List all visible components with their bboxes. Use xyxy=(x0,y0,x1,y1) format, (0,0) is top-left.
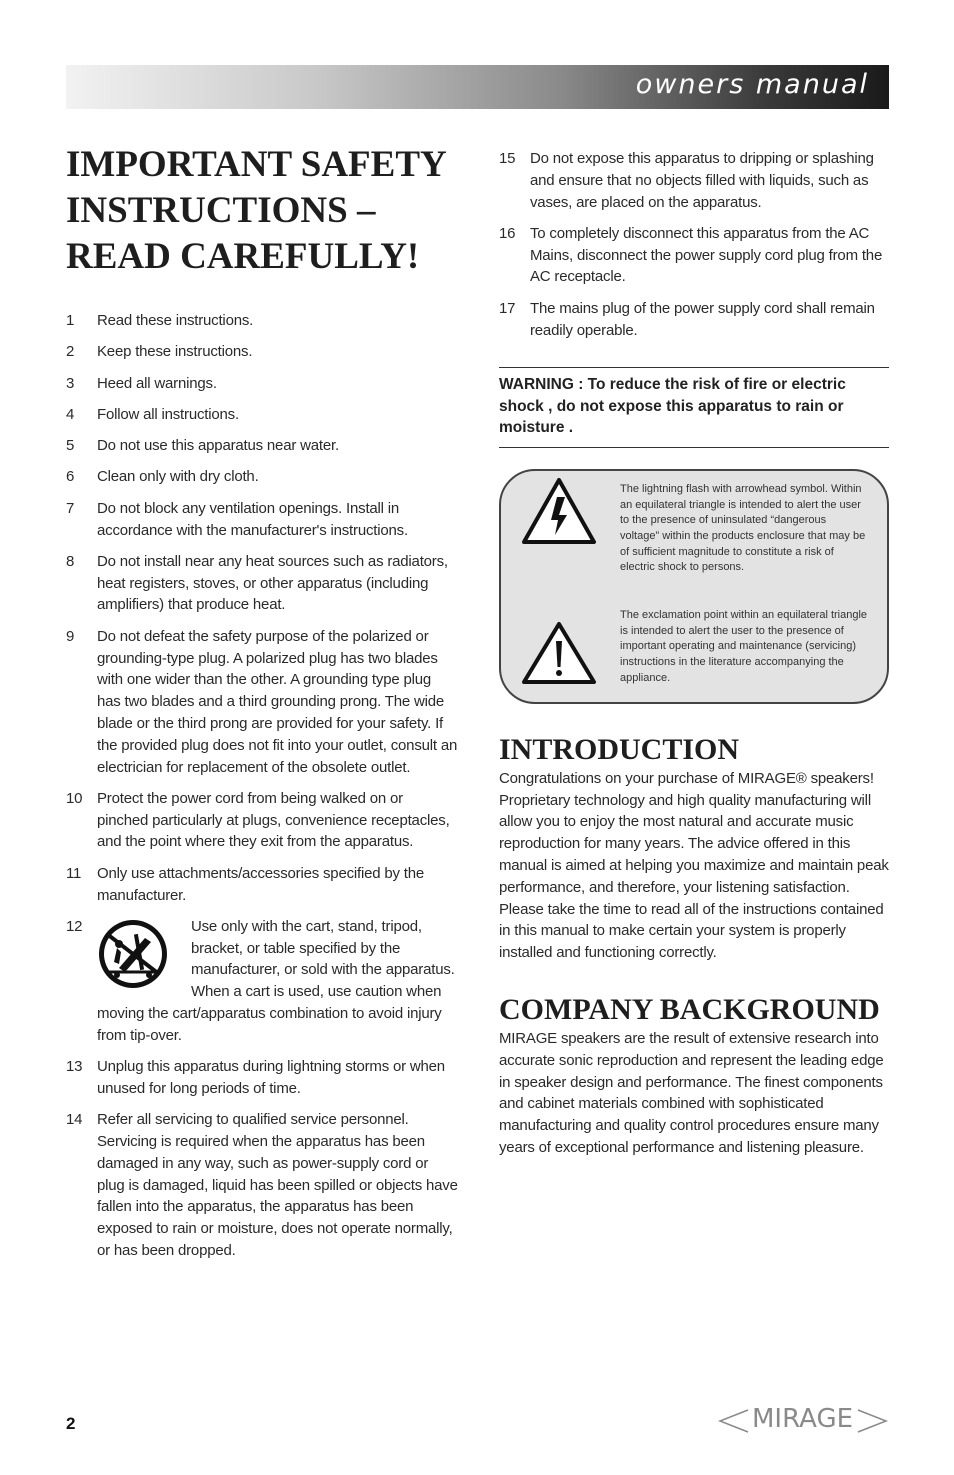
list-item xyxy=(499,298,889,342)
item-text-with-icon xyxy=(97,916,458,1047)
list-item xyxy=(66,341,458,363)
item-text: Keep these instructions. xyxy=(97,343,253,361)
list-item xyxy=(66,498,458,542)
cart-warning-icon xyxy=(97,918,175,990)
item-text: Do not install near any heat sources such as radiators, heat registers, stoves, or other apparatus (including amplifiers) that produce heat. xyxy=(97,552,448,614)
item-text: Protect the power cord from being walked on or pinched particularly at plugs, convenience receptacles, and the point where they exit from the apparatus. xyxy=(97,789,450,851)
page-title: IMPORTANT SAFETY INSTRUCTIONS – READ CAREFULLY! xyxy=(66,144,446,277)
item-number: 7 xyxy=(66,499,75,517)
item-text: Do not defeat the safety purpose of the polarized or grounding-type plug. A polarized plug has two blades with one wider than the other. A grounding type plug has two blades and a third grounding prong. The wide blade or the third prong are provided for your safety. If the provided plug does not fit into your outlet, consult an electrician for replacement of the obsolete outlet. xyxy=(97,627,458,776)
item-text: Unplug this apparatus during lightning storms or when unused for long periods of time. xyxy=(97,1058,445,1097)
item-number: 15 xyxy=(499,150,516,167)
page-number: 2 xyxy=(66,1414,76,1433)
item-text: The mains plug of the power supply cord shall remain readily operable. xyxy=(530,299,875,339)
list-item xyxy=(499,223,889,288)
list-item xyxy=(66,916,458,1047)
item-text: Do not use this apparatus near water. xyxy=(97,437,339,455)
list-item xyxy=(66,1056,458,1100)
mirage-logo xyxy=(716,1404,890,1438)
lightning-triangle-icon xyxy=(521,477,597,545)
company-background-body: MIRAGE speakers are the result of extensive research into accurate sonic reproduction and represent the leading edge in speaker design and performance. The finest components and cabinet materials combined with sophisticated manufacturing and quality control procedures ensure many years of exceptional performance and listening pleasure. xyxy=(499,1030,884,1157)
item-number: 2 xyxy=(66,343,75,361)
item-text: Only use attachments/accessories specified by the manufacturer. xyxy=(97,864,425,904)
item-number: 13 xyxy=(66,1058,83,1076)
item-number: 10 xyxy=(66,789,83,807)
header-title: owners manual xyxy=(635,69,869,100)
list-item xyxy=(66,1109,458,1262)
item-number: 14 xyxy=(66,1111,83,1129)
item-text: Clean only with dry cloth. xyxy=(97,468,259,486)
item-text: Use only with the cart, stand, tripod, bracket, or table specified by the manufacturer, or sold with the apparatus. When a cart is used, use caution when moving the cart/apparatus combination to avoid injury from tip-over. xyxy=(97,917,455,1044)
list-item xyxy=(66,466,458,488)
item-number: 6 xyxy=(66,468,75,486)
item-text: Read these instructions. xyxy=(97,312,254,329)
item-number: 4 xyxy=(66,405,75,423)
introduction-heading: INTRODUCTION xyxy=(499,732,740,766)
item-number: 3 xyxy=(66,374,75,392)
safety-symbols-box xyxy=(499,469,889,704)
item-number: 12 xyxy=(66,917,83,935)
list-item xyxy=(66,788,458,853)
exclamation-triangle-icon xyxy=(521,621,597,685)
item-text: Do not expose this apparatus to dripping or splashing and ensure that no objects filled with liquids, such as vases, are placed on the apparatus. xyxy=(530,150,874,211)
list-item xyxy=(66,310,458,332)
item-number: 9 xyxy=(66,627,75,645)
logo-text: MIRAGE xyxy=(752,1404,854,1434)
item-number: 11 xyxy=(66,864,82,882)
company-background-heading: COMPANY BACKGROUND xyxy=(499,993,880,1027)
list-item xyxy=(66,435,458,457)
instructions-left-column xyxy=(66,310,458,1271)
list-item xyxy=(66,404,458,426)
item-text: Refer all servicing to qualified service personnel. Servicing is required when the apparatus has been damaged in any way, such as power-supply cord or plug is damaged, liquid has been spilled or objects have fallen into the apparatus, the apparatus has been exposed to rain or moisture, does not operate normally, or has been dropped. xyxy=(97,1111,458,1259)
list-item xyxy=(66,626,458,779)
lightning-symbol-description: The lightning flash with arrowhead symbol. Within an equilateral triangle is intended to alert the user to the presence of uninsulated “dangerous voltage” within the products enclosure that may be of sufficient magnitude to constitute a risk of electric shock to persons. xyxy=(620,482,866,574)
item-number: 5 xyxy=(66,437,75,455)
introduction-body: Congratulations on your purchase of MIRAGE® speakers! Proprietary technology and high quality manufacturing will allow you to enjoy the most natural and accurate music reproduction for many years. The advice offered in this manual is aimed at helping you maximize and maintain peak performance, and therefore, your listening satisfaction. Please take the time to read all of the instructions contained in this manual to make certain your system is properly installed and functioning correctly. xyxy=(499,769,889,962)
item-number: 1 xyxy=(66,312,75,329)
warning-notice: WARNING : To reduce the risk of fire or electric shock , do not expose this apparatus to rain or moisture . xyxy=(499,367,889,448)
item-number: 17 xyxy=(499,299,516,317)
list-item xyxy=(66,551,458,616)
exclamation-symbol-description: The exclamation point within an equilateral triangle is intended to alert the user to the presence of important operating and maintenance (servicing) instructions in the literature accompanying the appliance. xyxy=(620,608,868,684)
item-number: 8 xyxy=(66,552,75,570)
right-column xyxy=(499,148,889,1159)
item-text: Follow all instructions. xyxy=(97,405,239,423)
list-item xyxy=(499,148,889,213)
item-text: To completely disconnect this apparatus from the AC Mains, disconnect the power supply cord plug from the AC receptacle. xyxy=(530,224,883,286)
list-item xyxy=(66,863,458,907)
list-item xyxy=(66,373,458,395)
header-bar xyxy=(66,65,889,109)
item-number: 16 xyxy=(499,224,516,242)
item-text: Heed all warnings. xyxy=(97,374,217,392)
item-text: Do not block any ventilation openings. Install in accordance with the manufacturer's instructions. xyxy=(97,499,408,539)
